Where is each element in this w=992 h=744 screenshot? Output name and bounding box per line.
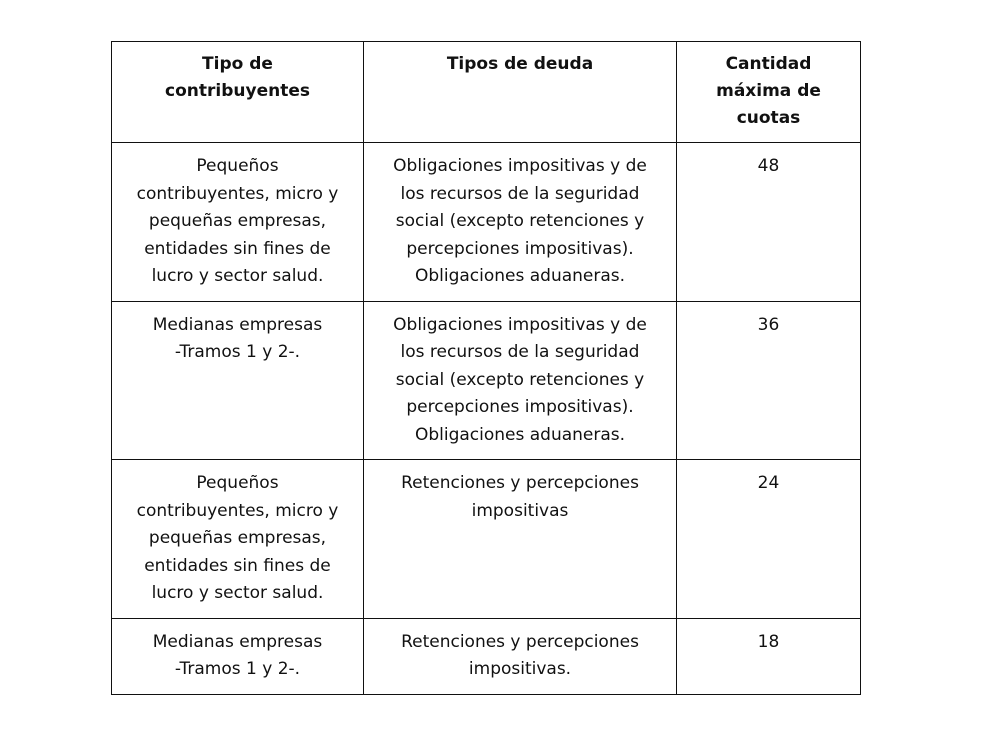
header-line: máxima de [716,81,821,101]
cell-line: Retenciones y percepciones [401,473,639,493]
cell-cuotas: 18 [677,618,861,694]
cell-line: pequeñas empresas, [148,211,327,231]
table-row [112,143,861,302]
header-line: cuotas [736,108,801,128]
cell-tipo [112,143,364,302]
cell-line: Obligaciones impositivas y de [393,314,647,335]
cell-line: Pequeños [196,156,279,176]
table-row [112,301,861,460]
header-line: Tipos de deuda [446,54,594,74]
cell-line: Obligaciones aduaneras. [414,424,626,445]
cell-line: contribuyentes, micro y [136,500,339,521]
cell-deuda [364,301,677,460]
cell-line: percepciones impositivas). [406,238,634,259]
cell-line: impositivas [471,500,569,521]
header-line: Tipo de [202,54,273,74]
cell-line: percepciones impositivas). [406,397,634,417]
cell-cuotas: 36 [677,301,861,460]
cell-line: social (excepto retenciones y [395,369,645,390]
cell-line: -Tramos 1 y 2-. [174,342,301,362]
cell-deuda [364,618,677,694]
cell-line: Retenciones y percepciones [401,631,639,652]
cell-line: lucro y sector salud. [151,583,324,603]
cell-tipo [112,301,364,460]
cell-line: entidades sin fines de [144,238,331,259]
cell-cuotas: 48 [677,143,861,302]
cell-line: Obligaciones aduaneras. [414,266,626,286]
cell-line: Medianas empresas [152,314,323,335]
table-row [112,618,861,694]
cell-line: -Tramos 1 y 2-. [174,659,301,679]
cell-line: los recursos de la seguridad [400,342,640,362]
cell-deuda [364,460,677,619]
header-tipo-contribuyentes [112,42,364,143]
cell-line: impositivas. [468,659,572,679]
header-line: contribuyentes [165,81,310,101]
cell-line: Medianas empresas [152,631,323,652]
cell-cuotas: 24 [677,460,861,619]
cell-line: entidades sin fines de [144,555,331,576]
table-header-row [112,42,861,143]
cell-deuda [364,143,677,302]
table-row [112,460,861,619]
header-tipos-deuda [364,42,677,143]
header-line: Cantidad [725,54,812,74]
cell-line: pequeñas empresas, [148,528,327,548]
cell-line: lucro y sector salud. [151,266,324,286]
cell-line: los recursos de la seguridad [400,183,640,204]
header-cantidad-cuotas [677,42,861,143]
cell-line: contribuyentes, micro y [136,183,339,204]
cell-tipo [112,460,364,619]
cell-line: Pequeños [196,473,279,493]
installments-table [111,41,861,695]
cell-tipo [112,618,364,694]
cell-line: Obligaciones impositivas y de [393,156,647,176]
cell-line: social (excepto retenciones y [395,211,645,231]
